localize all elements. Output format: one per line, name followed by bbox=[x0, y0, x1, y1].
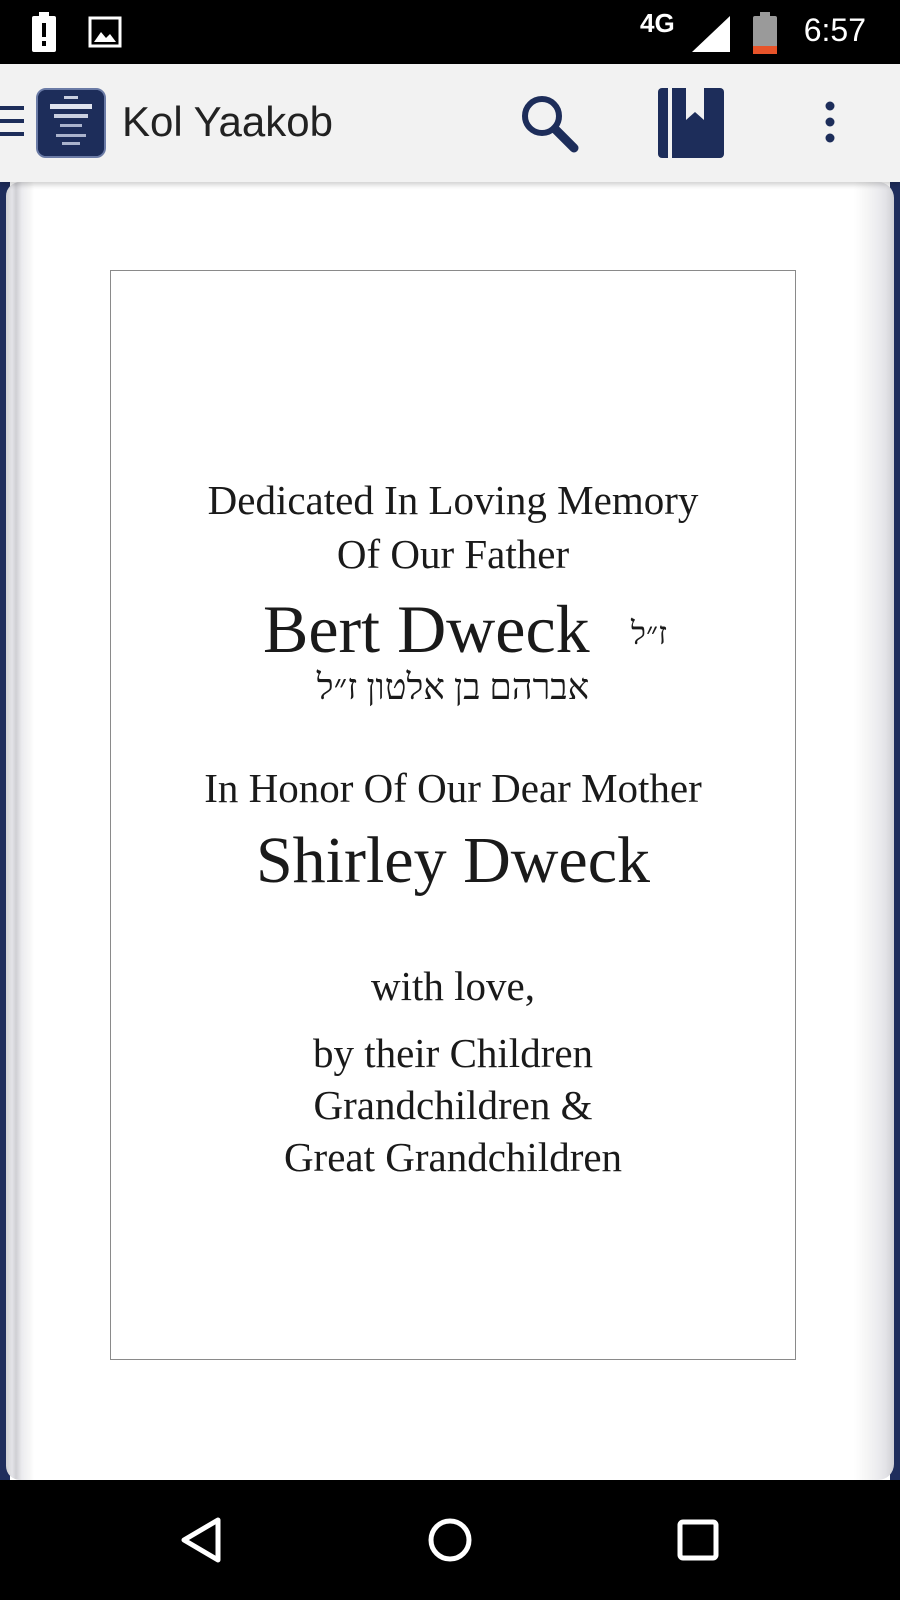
father-name: Bert Dweck bbox=[263, 591, 590, 667]
status-bar bbox=[0, 0, 900, 64]
father-name-row bbox=[111, 589, 795, 669]
bookmark-icon bbox=[656, 86, 728, 160]
search-button[interactable] bbox=[518, 92, 582, 156]
dedication-line-1: Dedicated In Loving Memory bbox=[207, 477, 699, 523]
battery-alert-icon bbox=[30, 12, 58, 52]
home-icon bbox=[418, 1508, 482, 1572]
recents-button[interactable] bbox=[666, 1508, 730, 1572]
page-stack-right bbox=[854, 182, 894, 1480]
search-icon bbox=[518, 92, 582, 156]
battery-low-icon bbox=[752, 12, 778, 54]
app-title: Kol Yaakob bbox=[122, 98, 333, 145]
image-notification-icon bbox=[88, 16, 122, 48]
bookmark-button[interactable] bbox=[656, 86, 728, 160]
father-hebrew-name: אברהם בן אלטון ז״ל bbox=[316, 667, 590, 707]
menu-icon[interactable] bbox=[0, 104, 26, 140]
closing-line-1: with love, bbox=[371, 963, 535, 1009]
clock: 6:57 bbox=[803, 12, 866, 48]
signal-icon bbox=[692, 16, 732, 52]
book-page-view[interactable] bbox=[0, 182, 900, 1480]
recents-icon bbox=[666, 1508, 730, 1572]
navigation-bar bbox=[0, 1480, 900, 1600]
app-logo bbox=[36, 88, 106, 158]
dedication-frame bbox=[110, 270, 796, 1360]
overflow-menu-button[interactable] bbox=[810, 94, 850, 154]
book-cover-icon bbox=[38, 90, 104, 156]
back-icon bbox=[170, 1508, 234, 1572]
app-toolbar bbox=[0, 64, 900, 182]
network-type: 4G bbox=[640, 8, 675, 38]
honor-line: In Honor Of Our Dear Mother bbox=[204, 765, 702, 811]
status-bar-system bbox=[640, 0, 900, 64]
overflow-icon bbox=[810, 94, 850, 154]
mother-name: Shirley Dweck bbox=[255, 824, 651, 897]
home-button[interactable] bbox=[418, 1508, 482, 1572]
closing-line-2: by their Children bbox=[312, 1030, 594, 1076]
closing-line-4: Great Grandchildren bbox=[283, 1134, 623, 1180]
page-stack-left bbox=[6, 182, 34, 1480]
dedication-line-2: Of Our Father bbox=[336, 531, 570, 577]
father-honorific: ז״ל bbox=[631, 615, 668, 651]
back-button[interactable] bbox=[170, 1508, 234, 1572]
closing-line-3: Grandchildren & bbox=[313, 1082, 593, 1128]
